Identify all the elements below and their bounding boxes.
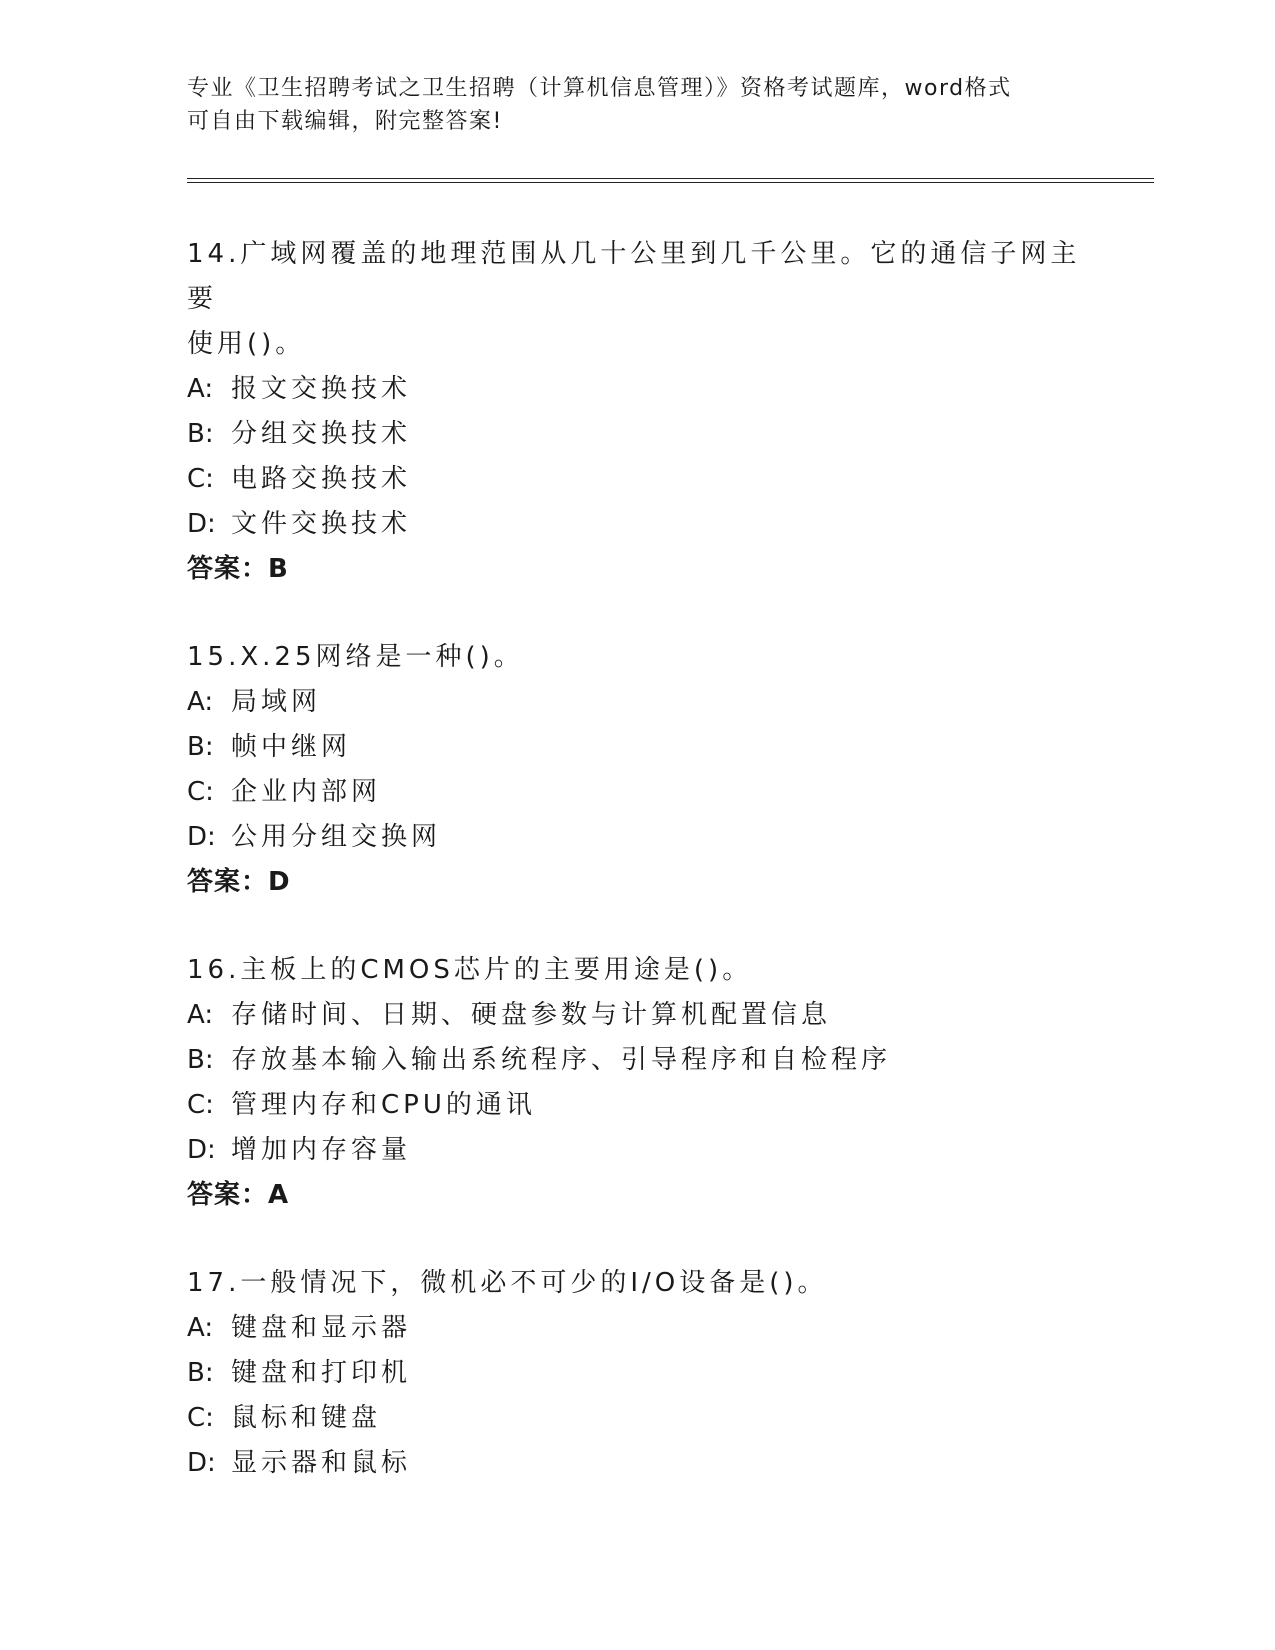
option-key: B: [187, 732, 214, 762]
option-c [187, 770, 1087, 815]
option-text: 存放基本输入输出系统程序、引导程序和自检程序 [231, 1045, 892, 1075]
option-key: C: [187, 1090, 214, 1120]
option-key: B: [187, 419, 214, 449]
answer: 答案：D [187, 867, 291, 897]
option-key: C: [187, 1403, 214, 1433]
option-c [187, 1396, 1087, 1441]
option-key: B: [187, 1358, 214, 1388]
option-text: 键盘和打印机 [231, 1358, 412, 1388]
option-a [187, 993, 1087, 1038]
option-text: 增加内存容量 [231, 1135, 412, 1165]
question-spacer [187, 592, 1087, 635]
page-header [187, 72, 1087, 138]
option-key: A: [187, 1313, 214, 1343]
question-14 [187, 232, 1087, 592]
option-text: 报文交换技术 [231, 374, 412, 404]
header-divider [187, 178, 1154, 183]
option-text: 显示器和鼠标 [231, 1448, 412, 1478]
question-list [187, 232, 1087, 1486]
option-d [187, 815, 1087, 860]
option-d [187, 1441, 1087, 1486]
question-15 [187, 635, 1087, 905]
option-b [187, 1038, 1087, 1083]
option-text: 文件交换技术 [231, 509, 412, 539]
question-spacer [187, 1218, 1087, 1261]
option-b [187, 412, 1087, 457]
question-stem-continued: 使用()。 [187, 329, 306, 359]
option-key: B: [187, 1045, 214, 1075]
option-text: 帧中继网 [231, 732, 352, 762]
option-a [187, 1306, 1087, 1351]
option-text: 公用分组交换网 [231, 822, 442, 852]
option-d [187, 1128, 1087, 1173]
option-d [187, 502, 1087, 547]
answer: 答案：A [187, 1180, 290, 1210]
option-text: 电路交换技术 [231, 464, 412, 494]
option-a [187, 680, 1087, 725]
option-b [187, 725, 1087, 770]
option-key: C: [187, 777, 214, 807]
option-key: D: [187, 1135, 216, 1165]
option-key: D: [187, 822, 216, 852]
question-16 [187, 948, 1087, 1218]
question-stem: 17.一般情况下，微机必不可少的I/O设备是()。 [187, 1268, 828, 1298]
option-text: 管理内存和CPU的通讯 [231, 1090, 536, 1120]
option-text: 鼠标和键盘 [231, 1403, 382, 1433]
option-a [187, 367, 1087, 412]
option-c [187, 457, 1087, 502]
question-stem: 15.X.25网络是一种()。 [187, 642, 524, 672]
option-key: A: [187, 374, 214, 404]
header-line-2: 可自由下载编辑，附完整答案! [187, 109, 503, 134]
option-b [187, 1351, 1087, 1396]
option-text: 分组交换技术 [231, 419, 412, 449]
question-spacer [187, 905, 1087, 948]
header-line-1: 专业《卫生招聘考试之卫生招聘（计算机信息管理）》资格考试题库，word格式 [187, 76, 1012, 101]
question-17 [187, 1261, 1087, 1486]
option-text: 局域网 [231, 687, 322, 717]
option-key: D: [187, 1448, 216, 1478]
question-stem: 14.广域网覆盖的地理范围从几十公里到几千公里。它的通信子网主要 [187, 239, 1081, 314]
option-c [187, 1083, 1087, 1128]
question-stem: 16.主板上的CMOS芯片的主要用途是()。 [187, 955, 753, 985]
answer: 答案：B [187, 554, 289, 584]
option-key: D: [187, 509, 216, 539]
option-key: A: [187, 1000, 214, 1030]
option-key: C: [187, 464, 214, 494]
option-key: A: [187, 687, 214, 717]
option-text: 企业内部网 [231, 777, 382, 807]
option-text: 存储时间、日期、硬盘参数与计算机配置信息 [231, 1000, 832, 1030]
option-text: 键盘和显示器 [231, 1313, 412, 1343]
